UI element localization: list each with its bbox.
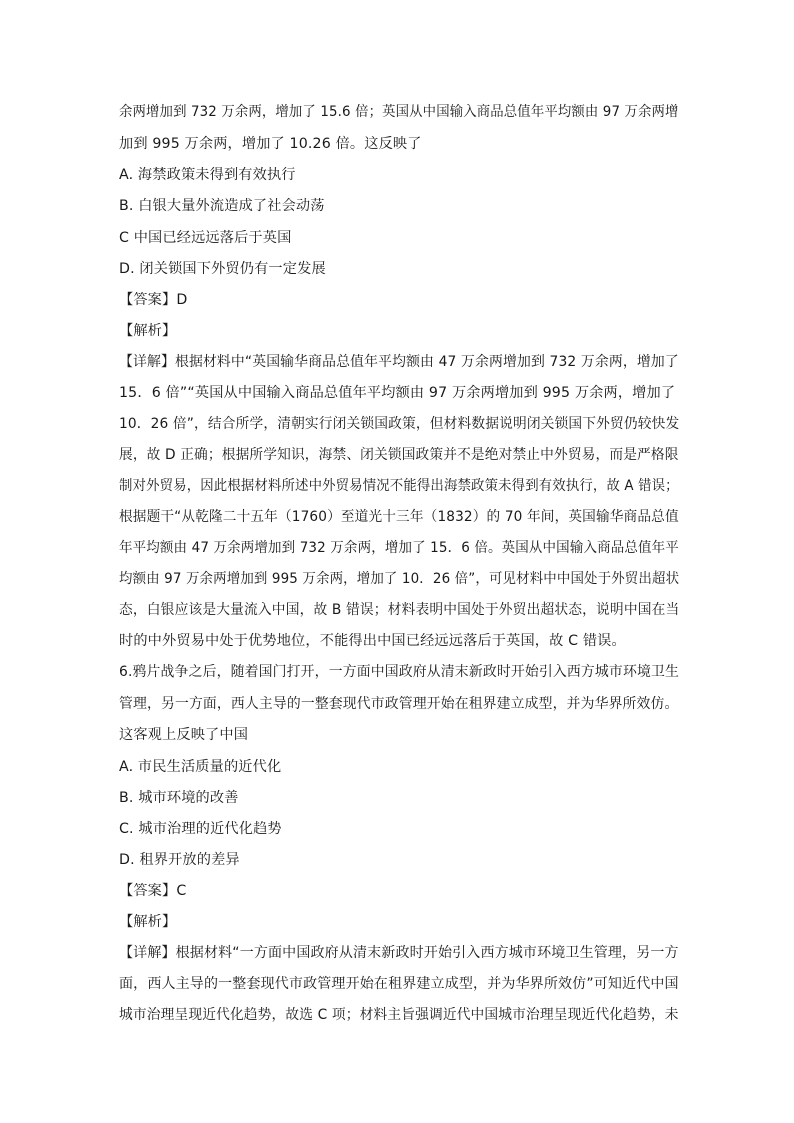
text-line: 均额由 97 万余两增加到 995 万余两，增加了 10．26 倍”，可见材料中中国处于外贸出超状	[119, 571, 680, 587]
option-a: A. 海禁政策未得到有效执行	[119, 167, 296, 183]
option-c: C 中国已经远远落后于英国	[119, 230, 292, 246]
question-text: 这客观上反映了中国	[119, 727, 249, 743]
option-d: D. 租界开放的差异	[119, 852, 240, 868]
text-line: 态，白银应该是大量流入中国，故 B 错误；材料表明中国处于外贸出超状态，说明中国在当	[119, 602, 680, 618]
text-line: 城市治理呈现近代化趋势，故选 C 项；材料主旨强调近代中国城市治理呈现近代化趋势，未	[119, 1007, 679, 1023]
text-line: 展，故 D 正确；根据所学知识，海禁、闭关锁国政策并不是绝对禁止中外贸易，而是严格限	[119, 447, 679, 463]
text-line: 【详解】根据材料“一方面中国政府从清末新政时开始引入西方城市环境卫生管理，另一方	[119, 945, 679, 961]
text-line: 【详解】根据材料中“英国输华商品总值年平均额由 47 万余两增加到 732 万余两，增加了	[119, 354, 679, 370]
text-line: 面，西人主导的一整套现代市政管理开始在租界建立成型，并为华界所效仿”可知近代中国	[119, 976, 679, 992]
text-line: 15．6 倍”“英国从中国输入商品总值年平均额由 97 万余两增加到 995 万余两，增加了	[119, 385, 676, 401]
text-line: 制对外贸易，因此根据材料所述中外贸易情况不能得出海禁政策未得到有效执行，故 A 错误；	[119, 478, 679, 494]
text-line: 加到 995 万余两，增加了 10.26 倍。这反映了	[119, 136, 422, 152]
answer-label: 【答案】C	[119, 883, 187, 899]
analysis-label: 【解析】	[119, 323, 177, 339]
option-c: C. 城市治理的近代化趋势	[119, 821, 282, 837]
option-d: D. 闭关锁国下外贸仍有一定发展	[119, 261, 326, 277]
option-b: B. 城市环境的改善	[119, 790, 239, 806]
answer-label: 【答案】D	[119, 292, 188, 308]
text-line: 根据题干“从乾隆二十五年（1760）至道光十三年（1832）的 70 年间，英国输华商品总值	[119, 509, 679, 525]
text-line: 时的中外贸易中处于优势地位，不能得出中国已经远远落后于英国，故 C 错误。	[119, 633, 626, 649]
text-line: 余两增加到 732 万余两，增加了 15.6 倍；英国从中国输入商品总值年平均额由 97 万余两增	[119, 104, 679, 120]
text-line: 10．26 倍”，结合所学，清朝实行闭关锁国政策，但材料数据说明闭关锁国下外贸仍较快发	[119, 416, 680, 432]
question-text: 6.鸦片战争之后，随着国门打开，一方面中国政府从清末新政时开始引入西方城市环境卫生	[119, 664, 680, 680]
option-a: A. 市民生活质量的近代化	[119, 759, 282, 775]
text-line: 年平均额由 47 万余两增加到 732 万余两，增加了 15．6 倍。英国从中国输入商品总值年平	[119, 540, 679, 556]
analysis-label: 【解析】	[119, 914, 177, 930]
option-b: B. 白银大量外流造成了社会动荡	[119, 198, 325, 214]
question-text: 管理，另一方面，西人主导的一整套现代市政管理开始在租界建立成型，并为华界所效仿。	[119, 696, 679, 712]
